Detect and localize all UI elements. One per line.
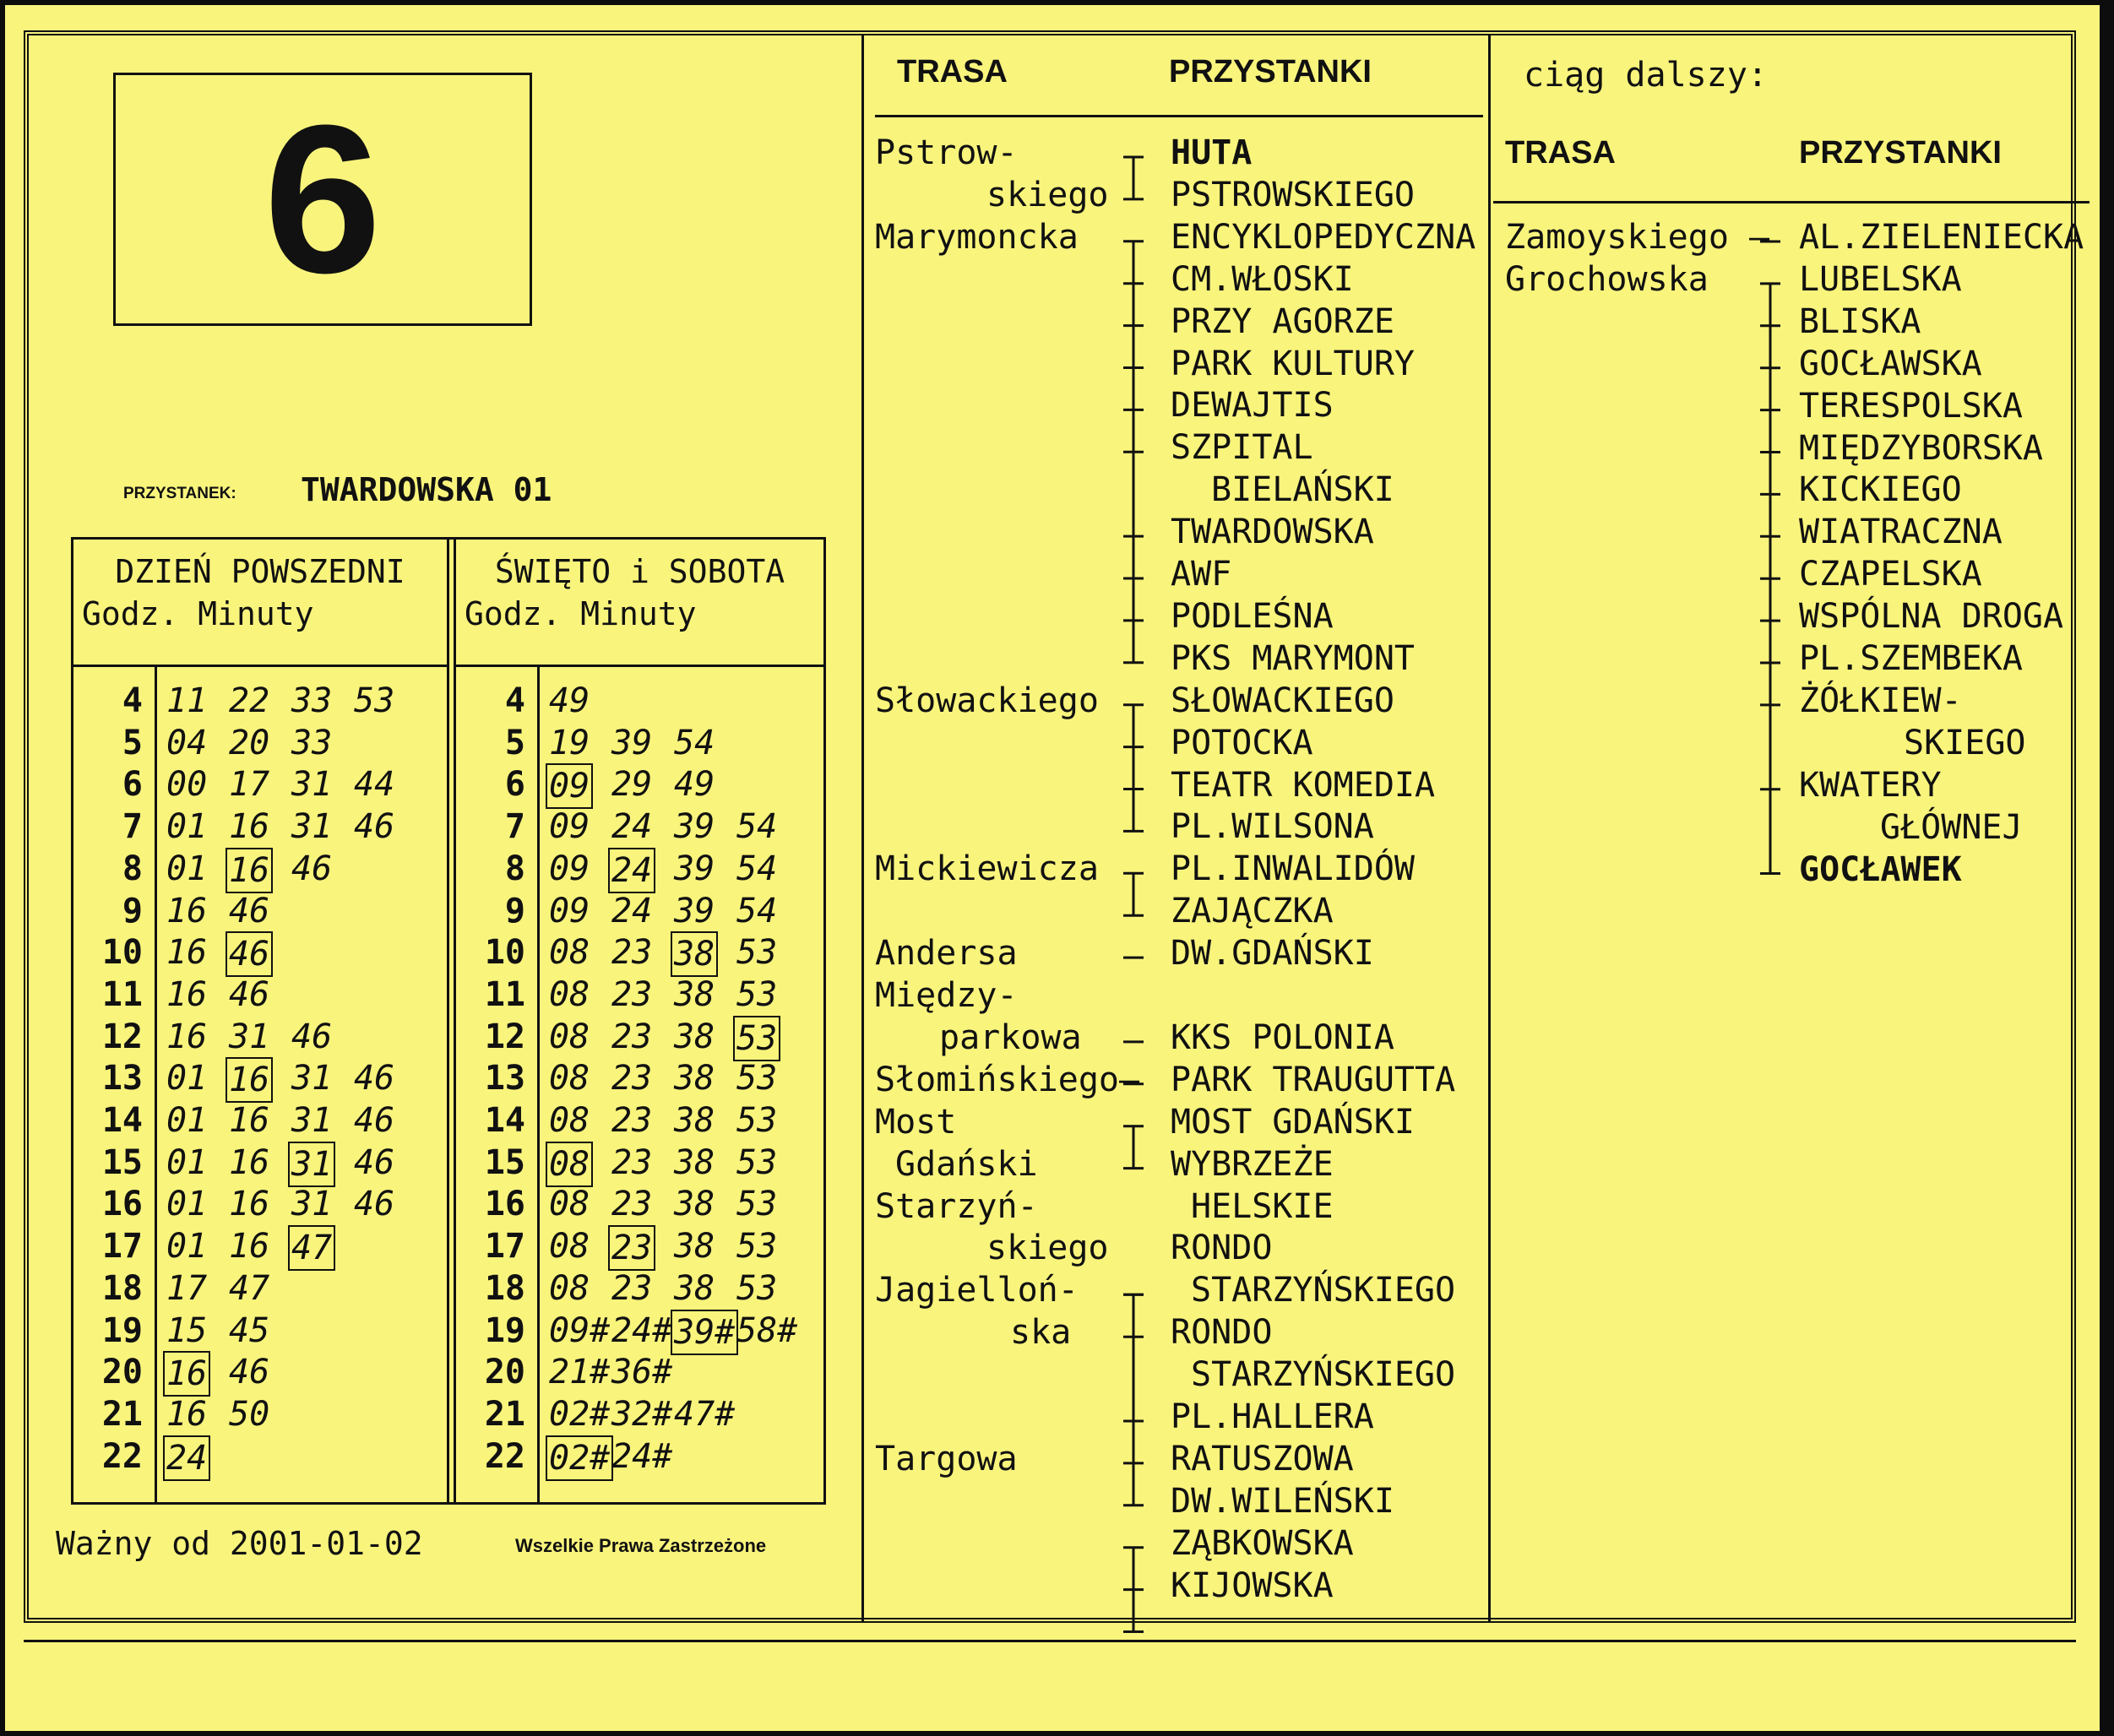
departure-minute: 53 — [736, 933, 778, 973]
departure-minute: 16 — [166, 933, 208, 973]
hour-label: 6 — [122, 765, 143, 805]
departure-minute: 08 — [549, 1185, 590, 1224]
route2-stop: LUBELSKA — [1799, 259, 1962, 299]
hour-label: 22 — [484, 1436, 525, 1476]
route2-przystanki-header: PRZYSTANKI — [1799, 135, 2002, 171]
route1-stop: PL.HALLERA — [1171, 1397, 1374, 1436]
route1-stop: TEATR KOMEDIA — [1171, 765, 1436, 805]
departure-minute: 53 — [736, 1185, 778, 1224]
departure-minute: 33 — [291, 681, 333, 720]
route1-stop: KKS POLONIA — [1171, 1017, 1394, 1057]
route1-stop: BIELAŃSKI — [1211, 470, 1394, 510]
hour-label: 12 — [484, 1017, 525, 1056]
route1-stop: TWARDOWSKA — [1171, 513, 1374, 552]
hour-label: 7 — [122, 807, 143, 847]
holiday-row — [456, 1057, 823, 1099]
departure-minute: 36# — [611, 1353, 673, 1392]
departure-minute: 49 — [549, 681, 590, 720]
route1-stop: WYBRZEŻE — [1171, 1144, 1334, 1184]
departure-minute: 23 — [608, 1225, 655, 1271]
departure-minute: 54 — [736, 807, 778, 847]
route1-przystanki-header: PRZYSTANKI — [1169, 54, 1372, 90]
holiday-row — [456, 1142, 823, 1184]
departure-minute: 23 — [611, 1142, 653, 1182]
stop-label: PRZYSTANEK: — [123, 485, 236, 502]
departure-minute: 39 — [674, 891, 715, 930]
departure-minute: 53 — [736, 1142, 778, 1182]
holiday-row — [456, 1183, 823, 1225]
route2-street: Grochowska — [1505, 259, 1709, 299]
weekday-row — [73, 722, 447, 764]
departure-minute: 38 — [674, 974, 715, 1014]
stop-name: TWARDOWSKA 01 — [301, 471, 552, 508]
route1-street: Mickiewicza — [875, 849, 1099, 889]
column-divider-1 — [861, 35, 864, 1621]
departure-minute: 16 — [166, 974, 208, 1014]
holiday-row — [456, 1351, 823, 1393]
departure-minute: 09 — [549, 891, 590, 930]
departure-minute: 15 — [166, 1310, 208, 1350]
departure-minute: 08 — [549, 1017, 590, 1056]
departure-minute: 09# — [549, 1310, 611, 1350]
weekday-row — [73, 848, 447, 890]
departure-minute: 46 — [229, 891, 270, 930]
departure-minute: 16 — [166, 891, 208, 930]
hour-label: 9 — [504, 891, 525, 930]
holiday-row — [456, 763, 823, 806]
departure-minute: 39 — [674, 849, 715, 888]
hour-label: 21 — [484, 1394, 525, 1434]
route1-stop: DW.GDAŃSKI — [1171, 934, 1374, 974]
weekday-row — [73, 931, 447, 974]
departure-minute: 08 — [549, 1059, 590, 1099]
route1-stop: RONDO — [1171, 1313, 1273, 1353]
departure-minute: 31 — [291, 807, 333, 847]
rights-notice: Wszelkie Prawa Zastrzeżone — [515, 1535, 767, 1556]
departure-minute: 46 — [291, 1017, 333, 1056]
holiday-row — [456, 680, 823, 722]
departure-minute: 46 — [229, 974, 270, 1014]
departure-minute: 39 — [674, 807, 715, 847]
route1-stop: SŁOWACKIEGO — [1171, 681, 1394, 720]
departure-minute: 24# — [611, 1436, 673, 1476]
departure-minute: 49 — [674, 765, 715, 805]
hour-label: 15 — [484, 1142, 525, 1182]
departure-minute: 22 — [229, 681, 270, 720]
hour-label: 14 — [101, 1101, 143, 1140]
holiday-row — [456, 890, 823, 932]
departure-minute: 31 — [291, 1185, 333, 1224]
route2-stop: TERESPOLSKA — [1799, 386, 2023, 426]
departure-minute: 38 — [674, 1227, 715, 1267]
weekday-row — [73, 1310, 447, 1352]
weekday-row — [73, 806, 447, 848]
route1-street: ska — [1010, 1313, 1072, 1353]
departure-minute: 08 — [549, 1268, 590, 1308]
route1-street: Targowa — [875, 1439, 1018, 1478]
route1-stop: STARZYŃSKIEGO — [1191, 1271, 1456, 1310]
departure-minute: 17 — [229, 765, 270, 805]
hour-label: 4 — [504, 681, 525, 720]
timetable-divider — [447, 540, 449, 1502]
continued-label: ciąg dalszy: — [1524, 56, 1768, 95]
hour-label: 8 — [504, 849, 525, 888]
route1-street: Andersa — [875, 934, 1018, 974]
route1-stop: DEWAJTIS — [1171, 386, 1334, 426]
departure-minute: 23 — [611, 1059, 653, 1099]
route1-stop: POTOCKA — [1171, 723, 1313, 762]
weekday-row — [73, 1351, 447, 1393]
hour-label: 19 — [101, 1310, 143, 1350]
route1-stop: RONDO — [1171, 1229, 1273, 1268]
holiday-header — [456, 540, 823, 667]
departure-minute: 08 — [546, 1142, 593, 1187]
departure-minute: 46 — [291, 849, 333, 888]
timetable-sheet — [5, 5, 2100, 1731]
route1-street: Marymoncka — [875, 217, 1079, 257]
departure-minute: 01 — [166, 1227, 208, 1267]
route1-street: parkowa — [939, 1017, 1082, 1057]
weekday-row — [73, 1393, 447, 1435]
route1-stop: ZĄBKOWSKA — [1171, 1523, 1354, 1563]
departure-minute: 38 — [674, 1101, 715, 1140]
departure-minute: 39 — [611, 723, 653, 762]
departure-minute: 16 — [229, 1185, 270, 1224]
route1-street: Między- — [875, 976, 1018, 1015]
holiday-row — [456, 848, 823, 890]
departure-minute: 53 — [736, 1101, 778, 1140]
departure-minute: 08 — [549, 1227, 590, 1267]
weekday-row — [73, 1225, 447, 1267]
holiday-row — [456, 722, 823, 764]
weekday-row — [73, 1099, 447, 1142]
departure-minute: 24 — [163, 1435, 210, 1481]
holiday-title: ŚWIĘTO i SOBOTA — [494, 553, 785, 590]
departure-minute: 29 — [611, 765, 653, 805]
hour-label: 5 — [122, 723, 143, 762]
route2-stop: KWATERY — [1799, 765, 1942, 805]
departure-minute: 16 — [166, 1017, 208, 1056]
departure-minute: 31 — [288, 1142, 335, 1187]
timetable — [71, 537, 826, 1505]
departure-minute: 53 — [354, 681, 395, 720]
column-divider-2 — [1488, 35, 1491, 1621]
departure-minute: 16 — [229, 1101, 270, 1140]
route1-trasa-header: TRASA — [897, 54, 1008, 90]
route1-stop: CM.WŁOSKI — [1171, 259, 1354, 299]
route1-stop: PARK TRAUGUTTA — [1171, 1060, 1456, 1099]
route1-stop: PODLEŚNA — [1171, 596, 1334, 636]
departure-minute: 58# — [736, 1310, 798, 1350]
departure-minute: 24 — [611, 807, 653, 847]
departure-minute: 46 — [229, 1353, 270, 1392]
route2-stop: GOCŁAWSKA — [1799, 344, 1982, 383]
departure-minute: 54 — [736, 891, 778, 930]
route1-stop: DW.WILEŃSKI — [1171, 1481, 1394, 1521]
departure-minute: 01 — [166, 1142, 208, 1182]
departure-minute: 44 — [354, 765, 395, 805]
route1-street: Gdański — [895, 1144, 1038, 1184]
holiday-row — [456, 1267, 823, 1310]
route1-header-rule — [875, 115, 1483, 117]
departure-minute: 38 — [671, 931, 718, 977]
route1-stop: PSTROWSKIEGO — [1171, 175, 1415, 214]
departure-minute: 04 — [166, 723, 208, 762]
departure-minute: 46 — [354, 1059, 395, 1099]
departure-minute: 38 — [674, 1059, 715, 1099]
hour-label: 10 — [101, 933, 143, 973]
hour-label: 12 — [101, 1017, 143, 1056]
holiday-row — [456, 1099, 823, 1142]
departure-minute: 11 — [166, 681, 208, 720]
route1-stop: HELSKIE — [1191, 1186, 1334, 1226]
departure-minute: 23 — [611, 1101, 653, 1140]
route1-street: Jagielloń- — [875, 1271, 1079, 1310]
route2-stop: ŻÓŁKIEW- — [1799, 681, 1962, 720]
route1-street: Starzyń- — [875, 1186, 1038, 1226]
departure-minute: 23 — [611, 933, 653, 973]
hour-label: 14 — [484, 1101, 525, 1140]
route2-trasa-header: TRASA — [1505, 135, 1616, 171]
route1-street: Słowackiego — [875, 681, 1099, 720]
departure-minute: 24 — [608, 848, 655, 893]
route2-stop: WSPÓLNA DROGA — [1799, 597, 2064, 637]
route1-street: Słomińskiego– — [875, 1060, 1140, 1099]
route2-stop: MIĘDZYBORSKA — [1799, 428, 2043, 468]
hour-label: 13 — [101, 1059, 143, 1099]
hour-label: 13 — [484, 1059, 525, 1099]
departure-minute: 08 — [549, 933, 590, 973]
route1-stop: PARK KULTURY — [1171, 344, 1415, 383]
holiday-row — [456, 806, 823, 848]
departure-minute: 31 — [291, 1059, 333, 1099]
departure-minute: 00 — [166, 765, 208, 805]
departure-minute: 39# — [671, 1310, 738, 1355]
route2-stop: KICKIEGO — [1799, 470, 1962, 510]
weekday-row — [73, 1267, 447, 1310]
weekday-row — [73, 1057, 447, 1099]
weekday-row — [73, 680, 447, 722]
departure-minute: 31 — [229, 1017, 270, 1056]
route2-street: Zamoyskiego – — [1505, 218, 1770, 257]
route1-street: Pstrow- — [875, 133, 1018, 172]
weekday-row — [73, 1183, 447, 1225]
hour-label: 17 — [484, 1227, 525, 1267]
route1-street: skiego — [986, 1229, 1109, 1268]
route1-stop: KIJOWSKA — [1171, 1565, 1334, 1605]
departure-minute: 20 — [229, 723, 270, 762]
route2-stop: PL.SZEMBEKA — [1799, 639, 2023, 678]
hour-label: 11 — [101, 974, 143, 1014]
departure-minute: 01 — [166, 1185, 208, 1224]
route1-stop: SZPITAL — [1171, 428, 1313, 468]
departure-minute: 16 — [229, 807, 270, 847]
hour-label: 9 — [122, 891, 143, 930]
departure-minute: 47 — [288, 1225, 335, 1271]
valid-from: Ważny od 2001-01-02 — [56, 1525, 423, 1562]
departure-minute: 16 — [229, 1227, 270, 1267]
hour-label: 7 — [504, 807, 525, 847]
holiday-row — [456, 1016, 823, 1058]
hour-label: 20 — [484, 1353, 525, 1392]
route1-stop: PL.WILSONA — [1171, 807, 1374, 847]
departure-minute: 54 — [674, 723, 715, 762]
route1-street: skiego — [986, 175, 1109, 214]
hour-label: 5 — [504, 723, 525, 762]
departure-minute: 16 — [229, 1142, 270, 1182]
weekday-row — [73, 890, 447, 932]
departure-minute: 16 — [163, 1351, 210, 1397]
departure-minute: 16 — [226, 848, 273, 893]
holiday-row — [456, 1310, 823, 1352]
departure-minute: 54 — [736, 849, 778, 888]
departure-minute: 46 — [354, 1142, 395, 1182]
departure-minute: 31 — [291, 1101, 333, 1140]
hour-label: 11 — [484, 974, 525, 1014]
route2-stop: GŁÓWNEJ — [1880, 807, 2023, 847]
departure-minute: 46 — [354, 807, 395, 847]
route1-stop: PRZY AGORZE — [1171, 301, 1394, 341]
departure-minute: 47 — [229, 1268, 270, 1308]
route2-connector-marks — [1745, 5, 1796, 1694]
route1-stop: MOST GDAŃSKI — [1171, 1102, 1415, 1142]
route2-stop: WIATRACZNA — [1799, 513, 2003, 552]
departure-minute: 46 — [226, 931, 273, 977]
holiday-row — [456, 1225, 823, 1267]
departure-minute: 32# — [611, 1394, 673, 1434]
departure-minute: 09 — [549, 849, 590, 888]
route1-stop: PKS MARYMONT — [1171, 638, 1415, 678]
departure-minute: 01 — [166, 807, 208, 847]
departure-minute: 23 — [611, 1017, 653, 1056]
route1-stop: STARZYŃSKIEGO — [1191, 1355, 1456, 1395]
hour-label: 19 — [484, 1310, 525, 1350]
hour-label: 17 — [101, 1227, 143, 1267]
departure-minute: 08 — [549, 1101, 590, 1140]
departure-minute: 53 — [736, 1059, 778, 1099]
departure-minute: 38 — [674, 1268, 715, 1308]
route1-stop: AWF — [1171, 555, 1232, 594]
departure-minute: 38 — [674, 1185, 715, 1224]
departure-minute: 23 — [611, 1268, 653, 1308]
route1-stop: ZAJĄCZKA — [1171, 892, 1334, 931]
holiday-column — [456, 540, 823, 1502]
hour-label: 8 — [122, 849, 143, 888]
departure-minute: 21# — [549, 1353, 611, 1392]
weekday-title: DZIEŃ POWSZEDNI — [115, 553, 405, 590]
departure-minute: 17 — [166, 1268, 208, 1308]
departure-minute: 02# — [546, 1435, 613, 1481]
departure-minute: 45 — [229, 1310, 270, 1350]
departure-minute: 53 — [736, 974, 778, 1014]
departure-minute: 24# — [611, 1310, 673, 1350]
departure-minute: 23 — [611, 974, 653, 1014]
departure-minute: 19 — [549, 723, 590, 762]
route2-stop: BLISKA — [1799, 301, 1921, 341]
departure-minute: 46 — [354, 1185, 395, 1224]
weekday-row — [73, 1142, 447, 1184]
departure-minute: 53 — [733, 1016, 780, 1061]
route2-stop: SKIEGO — [1904, 723, 2026, 762]
departure-minute: 50 — [229, 1394, 270, 1434]
departure-minute: 23 — [611, 1185, 653, 1224]
weekday-row — [73, 1016, 447, 1058]
hour-label: 6 — [504, 765, 525, 805]
departure-minute: 02# — [549, 1394, 611, 1434]
route1-stop: ENCYKLOPEDYCZNA — [1171, 217, 1476, 257]
route2-stop: CZAPELSKA — [1799, 555, 1982, 594]
hour-label: 18 — [484, 1268, 525, 1308]
departure-minute: 16 — [226, 1057, 273, 1103]
departure-minute: 46 — [354, 1101, 395, 1140]
hour-label: 15 — [101, 1142, 143, 1182]
hour-label: 18 — [101, 1268, 143, 1308]
departure-minute: 53 — [736, 1268, 778, 1308]
line-number-box — [113, 73, 532, 326]
departure-minute: 53 — [736, 1227, 778, 1267]
departure-minute: 08 — [549, 974, 590, 1014]
departure-minute: 09 — [546, 763, 593, 809]
route1-stop: HUTA — [1171, 133, 1253, 172]
line-number: 6 — [264, 81, 382, 317]
departure-minute: 16 — [166, 1394, 208, 1434]
weekday-row — [73, 1435, 447, 1478]
hour-label: 16 — [101, 1185, 143, 1224]
departure-minute: 38 — [674, 1017, 715, 1056]
departure-minute: 47# — [674, 1394, 736, 1434]
route1-connector-marks — [1103, 5, 1154, 1694]
weekday-header — [73, 540, 447, 667]
holiday-row — [456, 974, 823, 1016]
holiday-row — [456, 931, 823, 974]
route1-stop: RATUSZOWA — [1171, 1439, 1354, 1478]
departure-minute: 31 — [291, 765, 333, 805]
weekday-column — [73, 540, 447, 1502]
weekday-row — [73, 974, 447, 1016]
departure-minute: 01 — [166, 1101, 208, 1140]
route1-street: Most — [875, 1102, 957, 1142]
hour-label: 21 — [101, 1394, 143, 1434]
departure-minute: 01 — [166, 1059, 208, 1099]
hour-label: 16 — [484, 1185, 525, 1224]
holiday-row — [456, 1393, 823, 1435]
hour-label: 4 — [122, 681, 143, 720]
hour-label: 22 — [101, 1436, 143, 1476]
weekday-subtitle: Godz. Minuty — [82, 595, 314, 632]
weekday-row — [73, 763, 447, 806]
holiday-row — [456, 1435, 823, 1478]
departure-minute: 01 — [166, 849, 208, 888]
route2-stop: GOCŁAWEK — [1799, 849, 1962, 889]
holiday-subtitle: Godz. Minuty — [465, 595, 697, 632]
departure-minute: 09 — [549, 807, 590, 847]
departure-minute: 24 — [611, 891, 653, 930]
hour-label: 20 — [101, 1353, 143, 1392]
route1-stop: PL.INWALIDÓW — [1171, 849, 1415, 889]
hour-label: 10 — [484, 933, 525, 973]
departure-minute: 38 — [674, 1142, 715, 1182]
departure-minute: 33 — [291, 723, 333, 762]
route2-stop: AL.ZIELENIECKA — [1799, 218, 2084, 257]
